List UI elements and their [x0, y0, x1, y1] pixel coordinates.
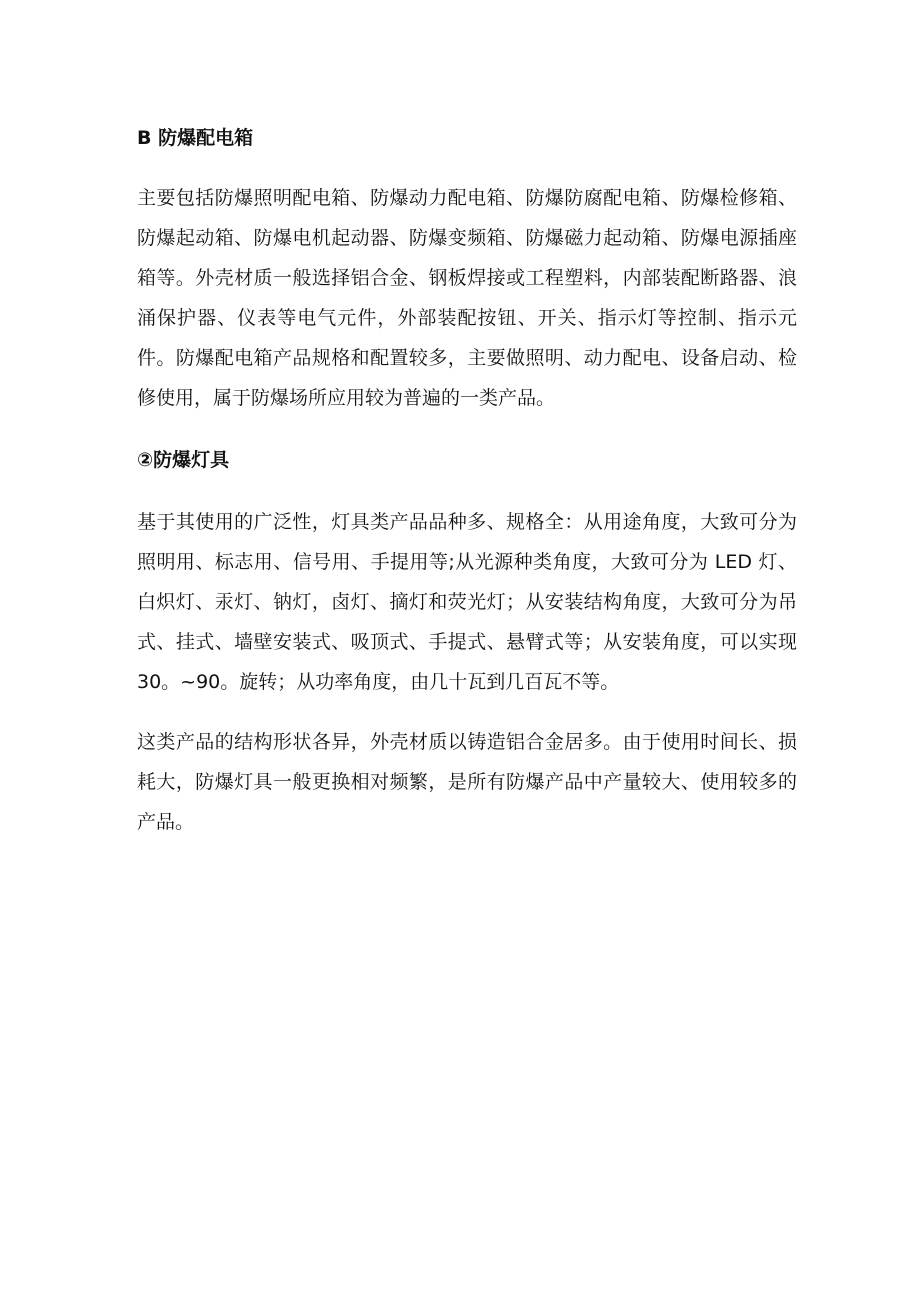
document-body: [137, 118, 797, 842]
section-heading-lamps: ②防爆灯具: [137, 449, 230, 471]
paragraph-distribution-box: 主要包括防爆照明配电箱、防爆动力配电箱、防爆防腐配电箱、防爆检修箱、防爆起动箱、防爆电机起动器、防爆变频箱、防爆磁力起动箱、防爆电源插座箱等。外壳材质一般选择铝合金、钢板焊接或工程塑料，内部装配断路器、浪涌保护器、仪表等电气元件，外部装配按钮、开关、指示灯等控制、指示元件。防爆配电箱产品规格和配置较多，主要做照明、动力配电、设备启动、检修使用，属于防爆场所应用较为普遍的一类产品。: [137, 187, 797, 409]
paragraph-lamps-structure: 这类产品的结构形状各异，外壳材质以铸造铝合金居多。由于使用时间长、损耗大，防爆灯具一般更换相对频繁，是所有防爆产品中产量较大、使用较多的产品。: [137, 731, 797, 833]
paragraph-lamps-types: 基于其使用的广泛性，灯具类产品品种多、规格全：从用途角度，大致可分为照明用、标志用、信号用、手提用等;从光源种类角度，大致可分为 LED 灯、白炽灯、汞灯、钠灯，卤灯、摘灯和荧光灯；从安装结构角度，大致可分为吊式、挂式、墙壁安装式、吸顶式、手提式、悬臂式等；从安装角度，可以实现 30。~90。旋转；从功率角度，由几十瓦到几百瓦不等。: [137, 511, 797, 693]
section-heading-distribution-box: B 防爆配电箱: [137, 127, 254, 149]
